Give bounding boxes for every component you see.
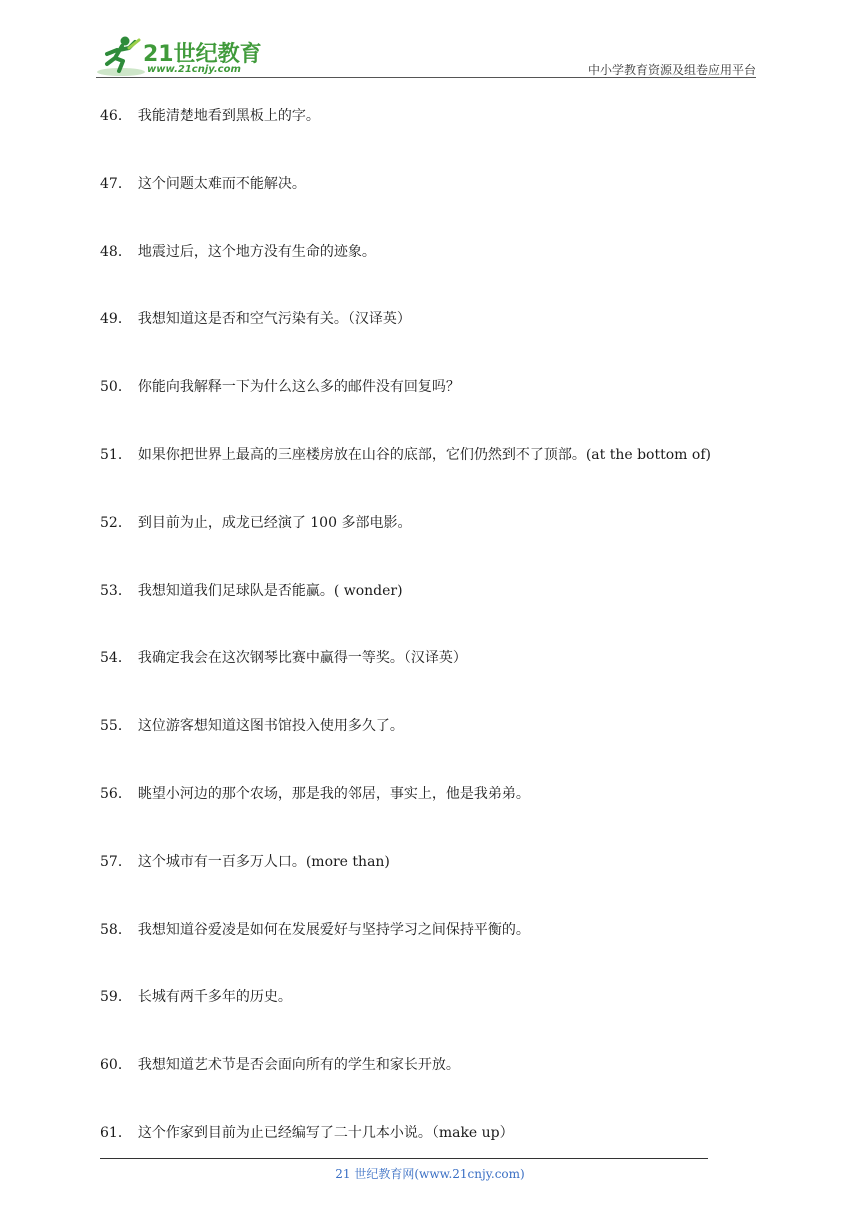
footer-site-link[interactable]: 21 世纪教育网(www.21cnjy.com) [335, 1167, 525, 1181]
question-item [100, 716, 760, 784]
question-number: 52． [100, 514, 132, 531]
question-number: 57． [100, 853, 132, 870]
question-number: 59． [100, 989, 132, 1006]
question-item [100, 784, 760, 852]
question-item [100, 920, 760, 988]
question-item [100, 106, 760, 174]
question-text: 这位游客想知道这图书馆投入使用多久了。 [137, 718, 404, 735]
question-number: 46． [100, 108, 132, 124]
question-text: 长城有两千多年的历史。 [137, 989, 292, 1006]
question-text: 我想知道谷爱凌是如何在发展爱好与坚持学习之间保持平衡的。 [137, 921, 530, 938]
question-item [100, 377, 760, 445]
question-number: 51． [100, 446, 132, 463]
question-text: 眺望小河边的那个农场，那是我的邻居，事实上，他是我弟弟。 [137, 785, 530, 802]
question-item [100, 174, 760, 242]
question-text: 我想知道这是否和空气污染有关。（汉译英） [137, 311, 411, 328]
question-list [100, 106, 760, 1191]
site-logo [95, 34, 265, 78]
footer-divider [100, 1158, 708, 1159]
question-item [100, 581, 760, 649]
question-number: 47． [100, 175, 132, 192]
question-number: 56． [100, 785, 132, 802]
question-item [100, 648, 760, 716]
question-text: 到目前为止，成龙已经演了 100 多部电影。 [137, 514, 412, 531]
question-number: 61． [100, 1124, 132, 1141]
question-number: 49． [100, 311, 132, 328]
question-number: 55． [100, 718, 132, 735]
question-text: 如果你把世界上最高的三座楼房放在山谷的底部，它们仍然到不了顶部。(at the bottom of) [137, 446, 711, 463]
header-divider [96, 77, 756, 78]
question-number: 50． [100, 379, 132, 396]
question-text: 这个作家到目前为止已经编写了二十几本小说。（make up） [137, 1124, 514, 1141]
question-text: 我确定我会在这次钢琴比赛中赢得一等奖。（汉译英） [137, 650, 467, 667]
question-item [100, 242, 760, 310]
question-number: 54． [100, 650, 132, 667]
question-item [100, 852, 760, 920]
platform-name: 中小学教育资源及组卷应用平台 [587, 63, 756, 77]
question-text: 我能清楚地看到黑板上的字。 [137, 108, 320, 124]
question-number: 48． [100, 243, 132, 260]
question-item [100, 445, 760, 513]
question-item [100, 987, 760, 1055]
question-text: 你能向我解释一下为什么这么多的邮件没有回复吗？ [137, 379, 460, 396]
question-item [100, 513, 760, 581]
question-item [100, 1055, 760, 1123]
question-text: 这个问题太难而不能解决。 [137, 175, 306, 192]
question-text: 我想知道艺术节是否会面向所有的学生和家长开放。 [137, 1057, 460, 1074]
question-text: 我想知道我们足球队是否能赢。( wonder) [137, 582, 403, 599]
page-header [0, 0, 860, 80]
logo-url: www.21cnjy.com [147, 64, 241, 75]
logo-text: 21世纪教育 [143, 42, 262, 67]
running-figure-icon [95, 34, 145, 78]
question-number: 53． [100, 582, 132, 599]
question-text: 地震过后，这个地方没有生命的迹象。 [137, 243, 376, 260]
question-item [100, 309, 760, 377]
question-number: 58． [100, 921, 132, 938]
question-text: 这个城市有一百多万人口。(more than) [137, 853, 390, 870]
question-number: 60． [100, 1057, 132, 1074]
